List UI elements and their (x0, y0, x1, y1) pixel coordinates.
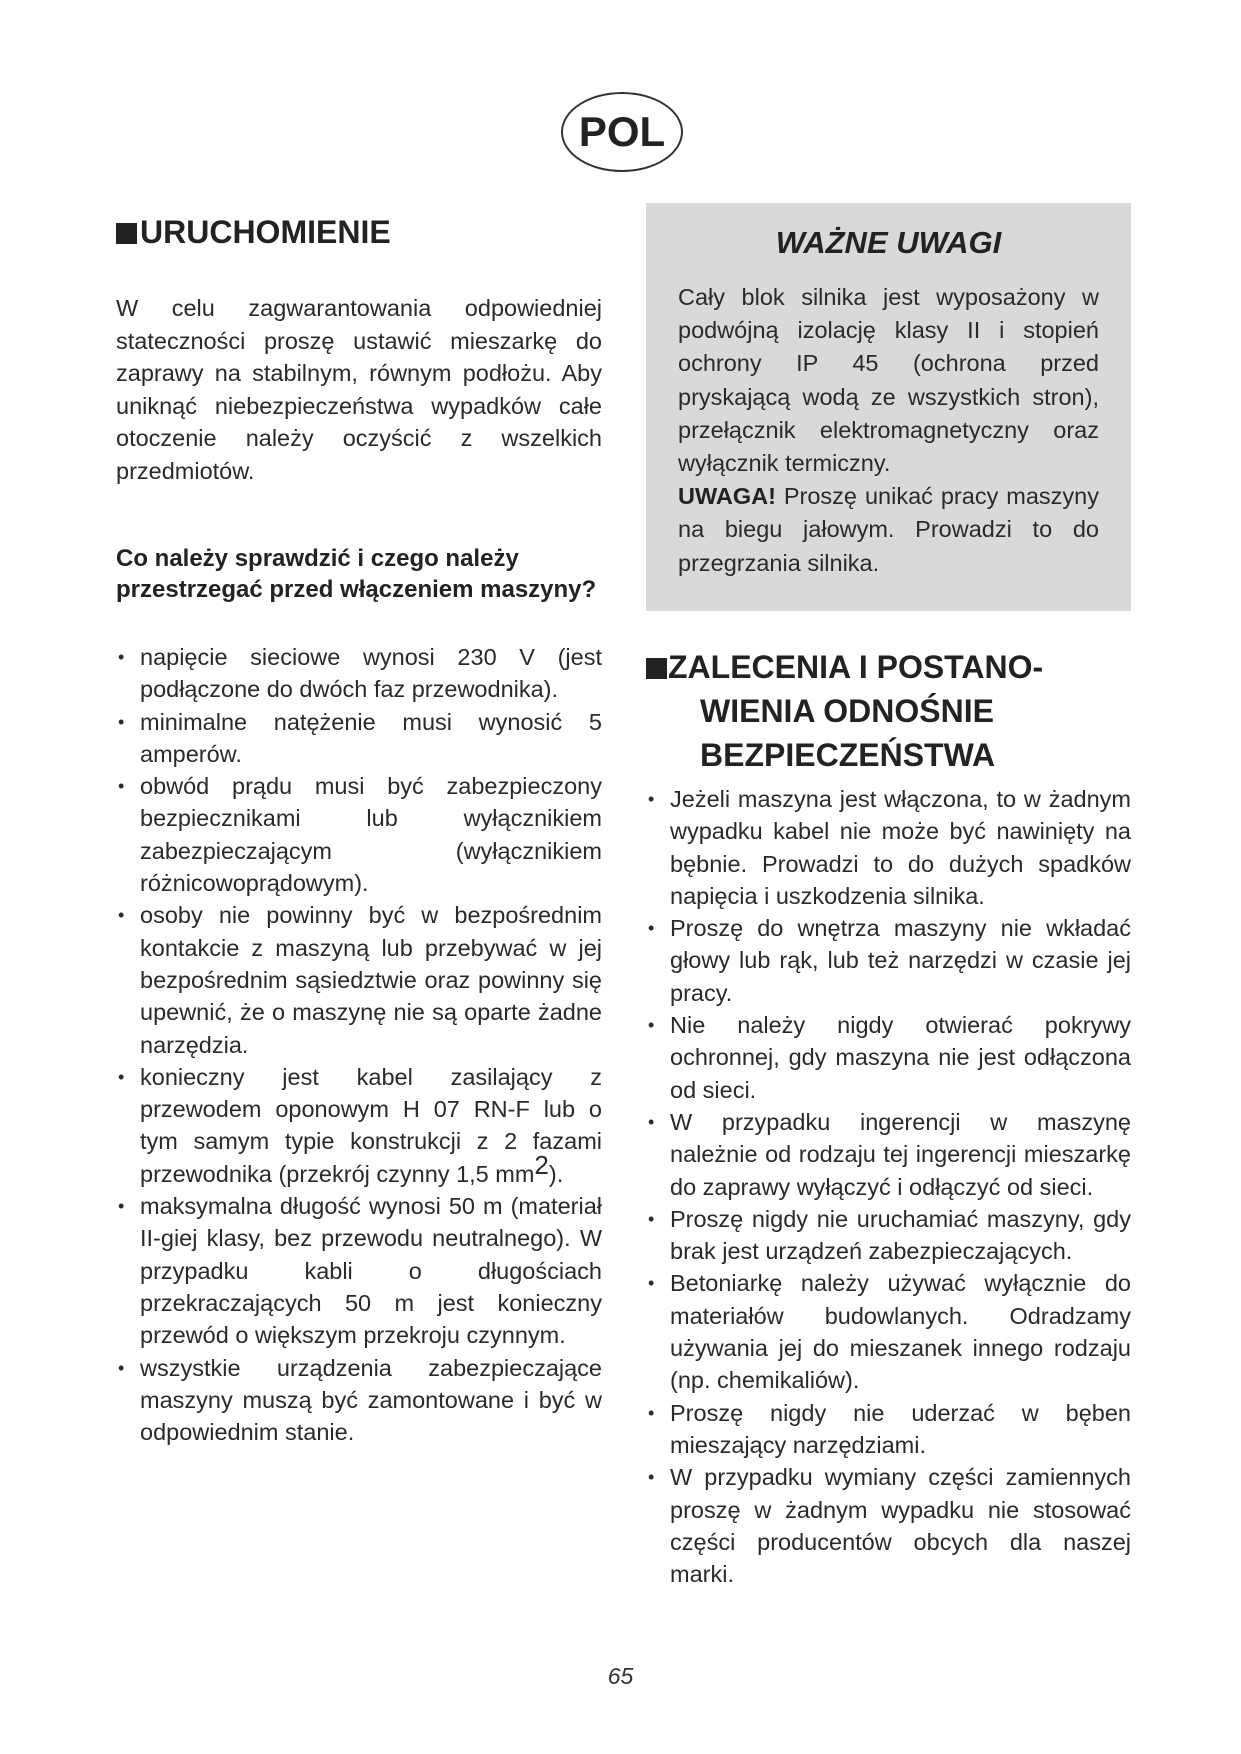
section-title-text: URUCHOMIENIE (140, 214, 391, 250)
safety-list (646, 783, 1131, 1590)
list-item: • minimalne natężenie musi wynosić 5 amperów. (116, 706, 602, 771)
list-item: • wszystkie urządzenia zabezpieczające maszyny muszą być zamontowane i być w odpowiednim stanie. (116, 1352, 602, 1449)
list-item-text: konieczny jest kabel zasilający z przewodem oponowym H 07 RN-F lub o tym samym typie konstrukcji z 2 fazami przewodnika (przekrój czynny 1,5 mm (140, 1063, 602, 1187)
list-item: • obwód prądu musi być zabezpieczony bezpiecznikami lub wyłącznikiem zabezpieczającym (wyłącznikiem różnicowoprądowym). (116, 770, 602, 899)
important-notes-box (646, 203, 1131, 611)
list-item (116, 1061, 602, 1190)
warning-text: Proszę unikać pracy maszyny na biegu jałowym. Prowadzi to do przegrzania silnika. (678, 483, 1099, 576)
list-item: • W przypadku ingerencji w maszynę należnie od rodzaju tej ingerencji mieszarkę do zaprawy wyłączyć i odłączyć od sieci. (646, 1106, 1131, 1203)
notes-title: WAŻNE UWAGI (775, 225, 1002, 260)
list-item: • Jeżeli maszyna jest włączona, to w żadnym wypadku kabel nie może być nawinięty na bębnie. Prowadzi to do dużych spadków napięcia i uszkodzenia silnika. (646, 783, 1131, 912)
section-title-startup (116, 210, 602, 254)
checklist-subheading: Co należy sprawdzić i czego należy przestrzegać przed włączeniem maszyny? (116, 545, 597, 603)
list-item: • Nie należy nigdy otwierać pokrywy ochronnej, gdy maszyna nie jest odłączona od sieci. (646, 1009, 1131, 1106)
checklist-list (116, 641, 602, 1448)
list-item-end: ). (548, 1160, 564, 1187)
intro-paragraph: W celu zagwarantowania odpowiedniej stateczności proszę ustawić mieszarkę do zaprawy na stabilnym, równym podłożu. Aby uniknąć niebezpieczeństwa wypadków całe otoczenie należy oczyścić z wszelkich przedmiotów. (116, 295, 602, 484)
section-title-text (668, 645, 1043, 777)
superscript: 2 (534, 1149, 549, 1180)
square-bullet-icon (116, 223, 137, 244)
right-column (646, 203, 1131, 1590)
language-badge: POL (561, 92, 683, 172)
left-column (116, 210, 602, 1448)
list-item: • maksymalna długość wynosi 50 m (materiał II-giej klasy, bez przewodu neutralnego). W przypadku kabli o długościach przekraczających 50 m jest konieczny przewód o większym przekroju czynnym. (116, 1190, 602, 1351)
title-line: WIENIA ODNOŚNIE (700, 693, 994, 729)
section-title-safety (646, 645, 1131, 777)
notes-body: Cały blok silnika jest wyposażony w podwójną izolację klasy II i stopień ochrony IP 45 (ochrona przed pryskającą wodą ze wszystkich stron), przełącznik elektromagnetyczny oraz wyłącznik termiczny. (678, 284, 1099, 477)
list-item: • Proszę nigdy nie uruchamiać maszyny, gdy brak jest urządzeń zabezpieczających. (646, 1203, 1131, 1268)
title-line: BEZPIECZEŃSTWA (700, 737, 996, 773)
page-number: 65 (607, 1663, 634, 1689)
list-item: • W przypadku wymiany części zamiennych proszę w żadnym wypadku nie stosować części producentów obcych dla naszej marki. (646, 1461, 1131, 1590)
list-item: • napięcie sieciowe wynosi 230 V (jest podłączone do dwóch faz przewodnika). (116, 641, 602, 706)
title-line: ZALECENIA I POSTANO- (668, 649, 1044, 685)
square-bullet-icon (646, 658, 667, 679)
list-item: • osoby nie powinny być w bezpośrednim kontakcie z maszyną lub przebywać w jej bezpośrednim sąsiedztwie oraz powinny się upewnić, że o maszynę nie są oparte żadne narzędzia. (116, 899, 602, 1060)
notes-text (678, 281, 1099, 580)
list-item: • Proszę do wnętrza maszyny nie wkładać głowy lub rąk, lub też narzędzi w czasie jej pracy. (646, 912, 1131, 1009)
list-item: • Proszę nigdy nie uderzać w bęben mieszający narzędziami. (646, 1397, 1131, 1462)
warning-label: UWAGA! (678, 483, 776, 510)
list-item: • Betoniarkę należy używać wyłącznie do materiałów budowlanych. Odradzamy używania jej do mieszanek innego rodzaju (np. chemikaliów). (646, 1267, 1131, 1396)
